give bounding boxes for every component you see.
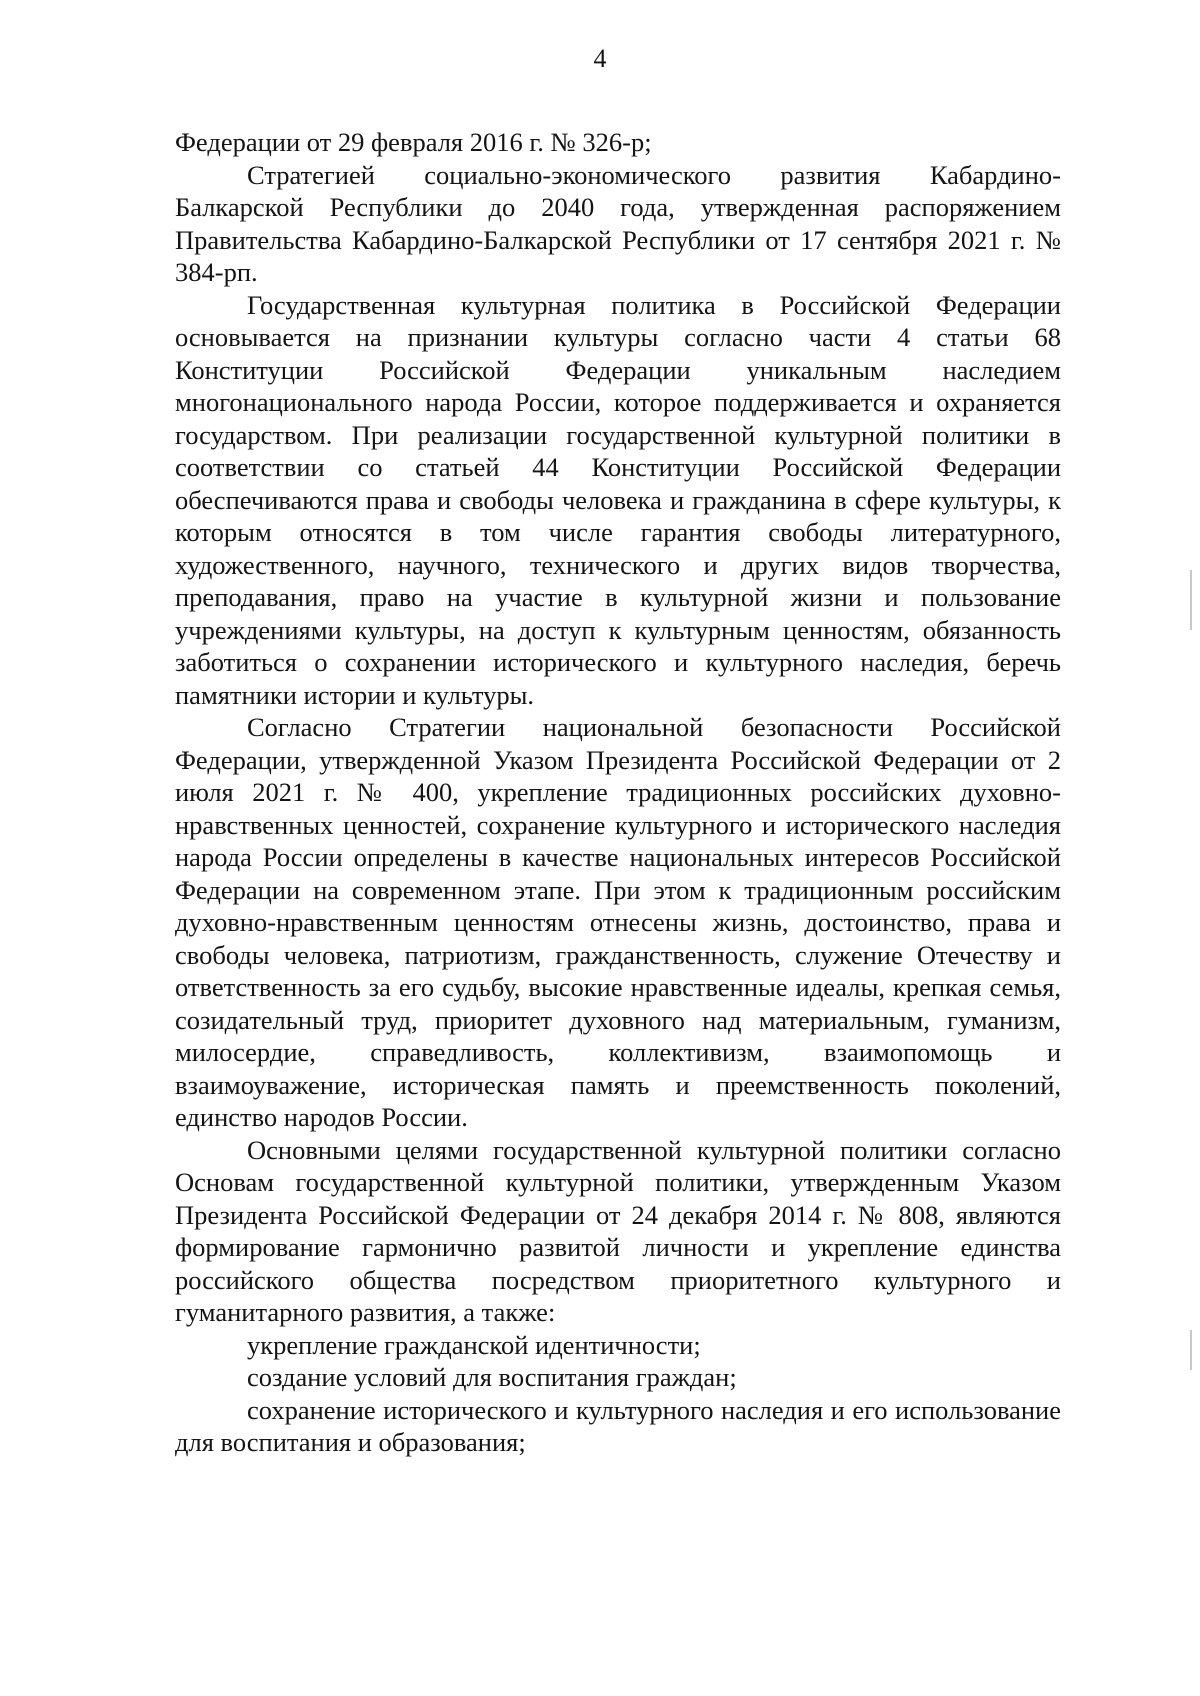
paragraph-continuation: Федерации от 29 февраля 2016 г. № 326-р;: [175, 127, 652, 157]
list-item-civic-identity: укрепление гражданской идентичности;: [247, 1329, 701, 1360]
paragraph-national-security: Согласно Стратегии национальной безопасности Российской Федерации, утвержденной Указом Президента Российской Федерации от 2 июля 2021 г. № 400, укрепление традиционных российских духовно-нравственных ценностей, сохранение культурного и исторического наследия народа России определены в качестве национальных интересов Российской Федерации на современном этапе. При этом к традиционным российским духовно-нравственным ценностям отнесены жизнь, достоинство, права и свободы человека, патриотизм, гражданственность, служение Отечеству и ответственность за его судьбу, высокие нравственные идеалы, крепкая семья, созидательный труд, приоритет духовного над материальным, гуманизм, милосердие, справедливость, коллективизм, взаимопомощь и взаимоуважение, историческая память и преемственность поколений, единство народов России.: [175, 712, 1061, 1132]
list-item-education-conditions: создание условий для воспитания граждан;: [247, 1362, 737, 1392]
paragraph-main-goals: Основными целями государственной культурной политики согласно Основам государственной культурной политики, утвержденным Указом Президента Российской Федерации от 24 декабря 2014 г. № 808, являются формирование гармонично развитой личности и укрепление единства российского общества посредством приоритетного культурного и гуманитарного развития, а также:: [175, 1134, 1061, 1327]
scan-edge-mark: [1190, 570, 1192, 630]
list-item-heritage-preservation: сохранение исторического и культурного наследия и его использование для воспитания и образования;: [175, 1394, 1061, 1457]
paragraph-cultural-policy: Государственная культурная политика в Российской Федерации основывается на признании культуры согласно части 4 статьи 68 Конституции Российской Федерации уникальным наследием многонационального народа России, которое поддерживается и охраняется государством. При реализации государственной культурной политики в соответствии со статьей 44 Конституции Российской Федерации обеспечиваются права и свободы человека и гражданина в сфере культуры, к которым относятся в том числе гарантия свободы литературного, художественного, научного, технического и других видов творчества, преподавания, право на участие в культурной жизни и пользование учреждениями культуры, на доступ к культурным ценностям, обязанность заботиться о сохранении исторического и культурного наследия, беречь памятники истории и культуры.: [175, 289, 1061, 710]
document-body: [175, 126, 1061, 1459]
paragraph-strategy-kbr: Стратегией социально-экономического развития Кабардино-Балкарской Республики до 2040 года, утвержденная распоряжением Правительства Кабардино-Балкарской Республики от 17 сентября 2021 г. № 384-рп.: [175, 159, 1061, 287]
scan-edge-mark: [1190, 1330, 1192, 1370]
page-number: 4: [593, 44, 607, 73]
